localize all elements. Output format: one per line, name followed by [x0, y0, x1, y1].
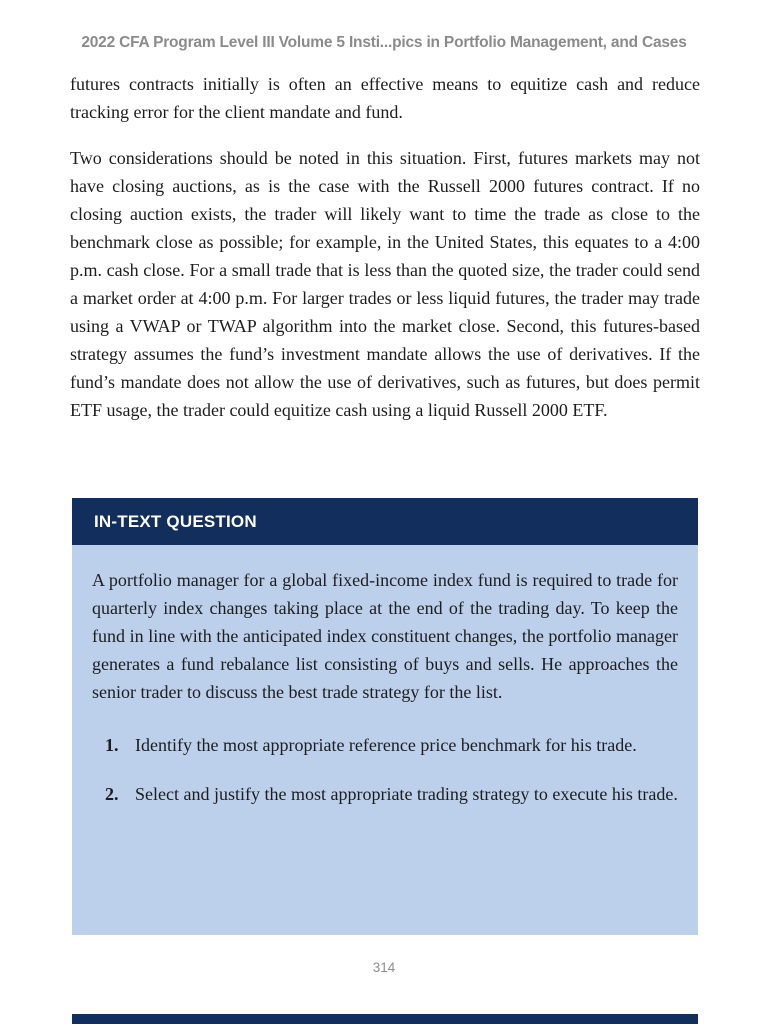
list-item-number: 2.: [105, 784, 119, 804]
next-section-bar-peek: [72, 1014, 698, 1024]
question-box-body: [72, 545, 698, 935]
question-box-title: IN-TEXT QUESTION: [94, 511, 257, 531]
question-intro-paragraph: A portfolio manager for a global fixed-income index fund is required to trade for quarterly index changes taking place at the end of the trading day. To keep the fund in line with the anticipated index constituent changes, the portfolio manager generates a fund rebalance list consisting of buys and sells. He approaches the senior trader to discuss the best trade strategy for the list.: [92, 570, 678, 702]
paragraph-two-considerations: Two considerations should be noted in this situation. First, futures markets may not have closing auctions, as is the case with the Russell 2000 futures contract. If no closing auction exists, the trader will likely want to time the trade as close to the benchmark close as possible; for example, in the United States, this equates to a 4:00 p.m. cash close. For a small trade that is less than the quoted size, the trader could send a market order at 4:00 p.m. For larger trades or less liquid futures, the trader may trade using a VWAP or TWAP algorithm into the market close. Second, this futures-based strategy assumes the fund’s investment mandate allows the use of derivatives. If the fund’s mandate does not allow the use of derivatives, such as futures, but does permit ETF usage, the trader could equitize cash using a liquid Russell 2000 ETF.: [70, 148, 700, 420]
list-item-number: 1.: [105, 735, 119, 755]
paragraph-equitize-cash: futures contracts initially is often an effective means to equitize cash and reduce tracking error for the client mandate and fund.: [70, 74, 700, 122]
list-item: [105, 731, 678, 759]
list-item-text: Select and justify the most appropriate trading strategy to execute his trade.: [135, 784, 678, 804]
question-box-header-bar: [72, 498, 698, 545]
page-number: 314: [372, 960, 396, 975]
list-item: [105, 780, 678, 808]
list-item-text: Identify the most appropriate reference price benchmark for his trade.: [135, 735, 637, 755]
question-list: [92, 731, 678, 808]
in-text-question-box: [72, 498, 698, 935]
book-title-running-head: 2022 CFA Program Level III Volume 5 Insti...pics in Portfolio Management, and Cases: [81, 34, 687, 51]
